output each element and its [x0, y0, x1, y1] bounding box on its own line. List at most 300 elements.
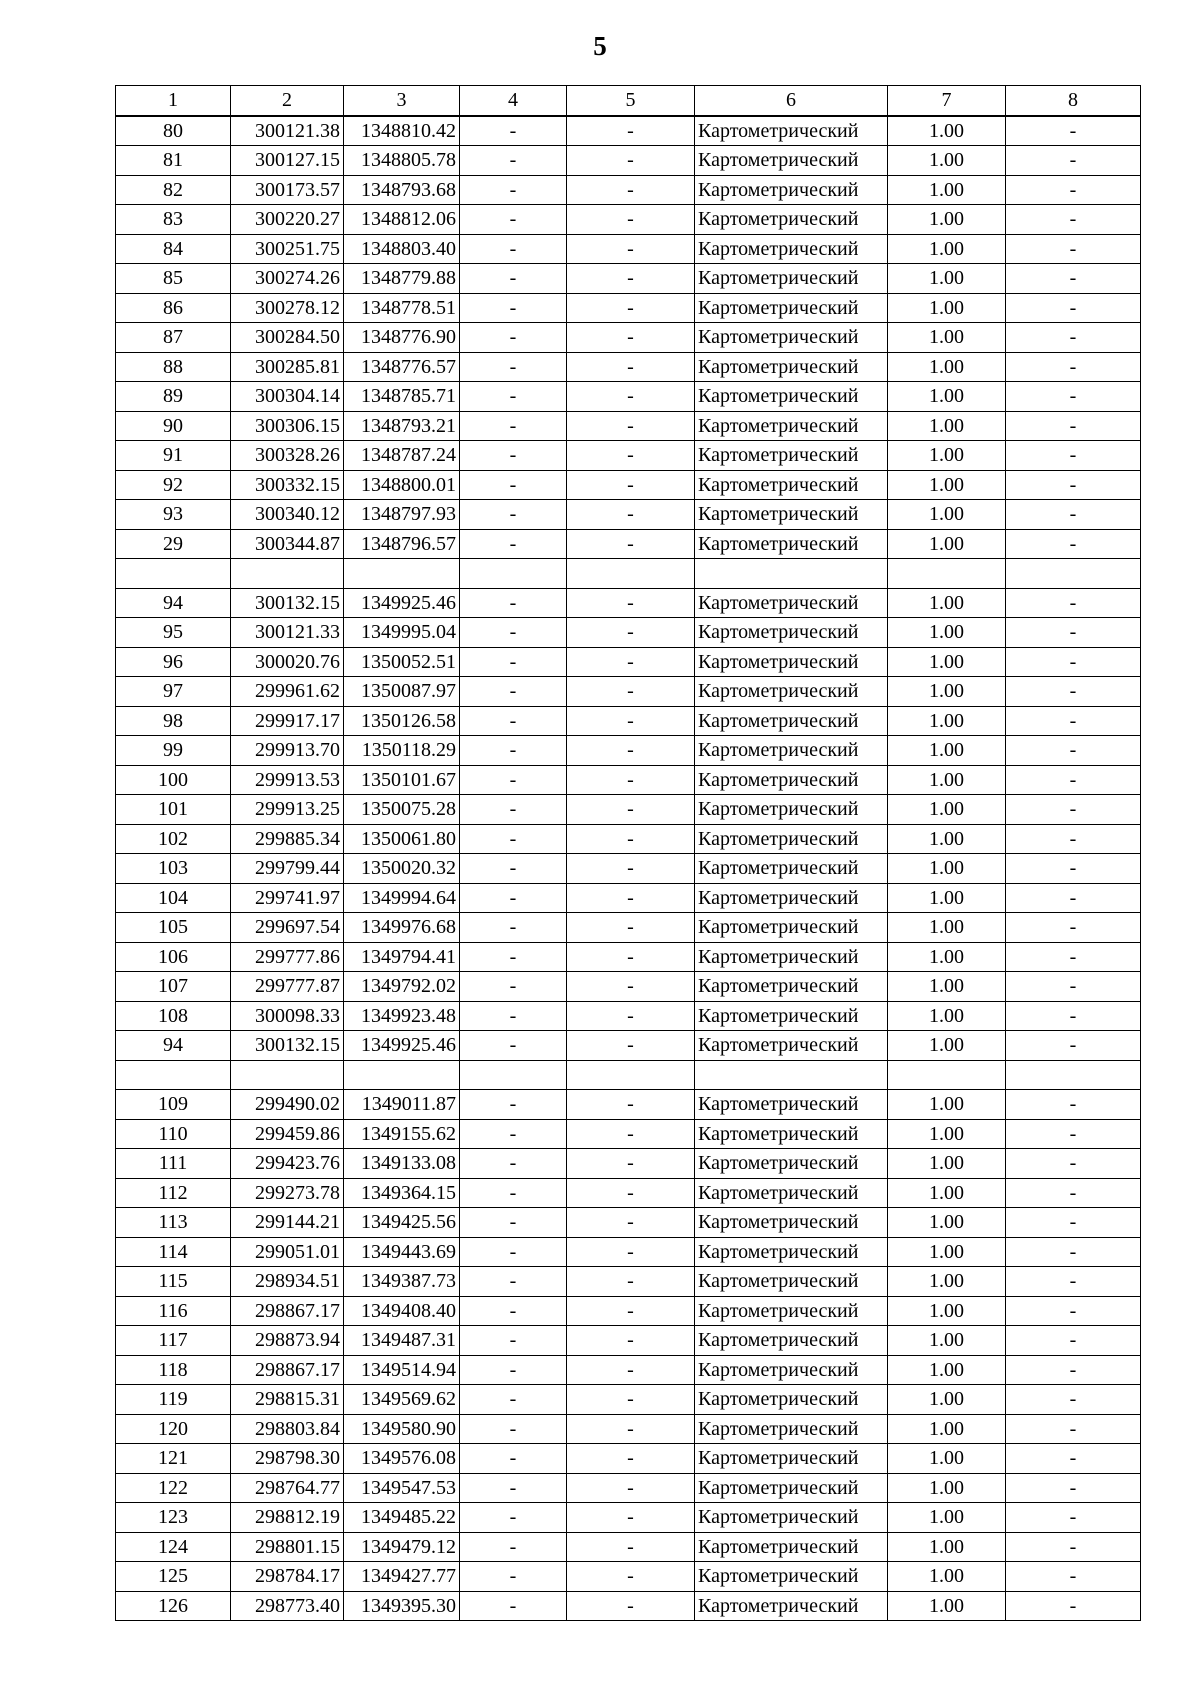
cell-point-number: 104: [116, 883, 231, 913]
cell-point-number: 97: [116, 677, 231, 707]
cell-col-8: -: [1006, 1385, 1141, 1415]
cell-col-4: -: [460, 1444, 567, 1474]
cell-accuracy: 1.00: [888, 883, 1006, 913]
cell-accuracy: 1.00: [888, 942, 1006, 972]
cell-point-number: 90: [116, 411, 231, 441]
cell-col-8: -: [1006, 1414, 1141, 1444]
cell-y-coordinate: 1348810.42: [344, 116, 460, 146]
cell-accuracy: 1.00: [888, 795, 1006, 825]
cell-accuracy: 1.00: [888, 146, 1006, 176]
cell-x-coordinate: [231, 1060, 344, 1090]
cell-x-coordinate: 299777.86: [231, 942, 344, 972]
cell-col-5: -: [567, 323, 695, 353]
cell-accuracy: 1.00: [888, 1562, 1006, 1592]
cell-x-coordinate: 300132.15: [231, 588, 344, 618]
cell-col-8: -: [1006, 1326, 1141, 1356]
cell-accuracy: 1.00: [888, 1473, 1006, 1503]
cell-col-4: -: [460, 765, 567, 795]
cell-col-4: -: [460, 234, 567, 264]
table-row: [116, 1414, 1141, 1444]
cell-method: Картометрический: [695, 411, 888, 441]
cell-accuracy: 1.00: [888, 706, 1006, 736]
cell-x-coordinate: 299697.54: [231, 913, 344, 943]
cell-col-4: -: [460, 1090, 567, 1120]
table-row: [116, 824, 1141, 854]
cell-y-coordinate: 1348793.68: [344, 175, 460, 205]
cell-col-5: -: [567, 1149, 695, 1179]
cell-x-coordinate: 299459.86: [231, 1119, 344, 1149]
cell-accuracy: 1.00: [888, 1414, 1006, 1444]
table-row: [116, 942, 1141, 972]
cell-point-number: 93: [116, 500, 231, 530]
cell-accuracy: 1.00: [888, 1208, 1006, 1238]
cell-col-8: -: [1006, 765, 1141, 795]
cell-col-4: [460, 559, 567, 589]
cell-y-coordinate: 1350126.58: [344, 706, 460, 736]
cell-col-8: -: [1006, 647, 1141, 677]
cell-col-4: -: [460, 205, 567, 235]
cell-y-coordinate: 1348803.40: [344, 234, 460, 264]
cell-accuracy: 1.00: [888, 116, 1006, 146]
cell-y-coordinate: 1348776.90: [344, 323, 460, 353]
column-header: 5: [567, 86, 695, 116]
cell-y-coordinate: 1348812.06: [344, 205, 460, 235]
cell-col-4: -: [460, 706, 567, 736]
cell-x-coordinate: 299777.87: [231, 972, 344, 1002]
cell-method: Картометрический: [695, 1503, 888, 1533]
table-row: [116, 913, 1141, 943]
cell-col-5: -: [567, 765, 695, 795]
table-row: [116, 559, 1141, 589]
cell-x-coordinate: 299913.53: [231, 765, 344, 795]
cell-col-5: -: [567, 116, 695, 146]
table-row: [116, 205, 1141, 235]
cell-col-4: -: [460, 1562, 567, 1592]
cell-y-coordinate: 1348793.21: [344, 411, 460, 441]
cell-col-5: [567, 1060, 695, 1090]
cell-accuracy: 1.00: [888, 529, 1006, 559]
cell-col-8: -: [1006, 1267, 1141, 1297]
cell-col-4: -: [460, 1414, 567, 1444]
table-row: [116, 382, 1141, 412]
cell-y-coordinate: 1348776.57: [344, 352, 460, 382]
cell-y-coordinate: 1349976.68: [344, 913, 460, 943]
cell-method: Картометрический: [695, 1562, 888, 1592]
cell-method: Картометрический: [695, 736, 888, 766]
table-row: [116, 1355, 1141, 1385]
cell-y-coordinate: 1349427.77: [344, 1562, 460, 1592]
cell-accuracy: 1.00: [888, 323, 1006, 353]
cell-col-4: -: [460, 264, 567, 294]
cell-col-8: -: [1006, 795, 1141, 825]
column-header: 3: [344, 86, 460, 116]
cell-x-coordinate: 299913.25: [231, 795, 344, 825]
cell-col-4: -: [460, 618, 567, 648]
cell-accuracy: 1.00: [888, 175, 1006, 205]
cell-point-number: 85: [116, 264, 231, 294]
cell-point-number: [116, 559, 231, 589]
cell-y-coordinate: 1349995.04: [344, 618, 460, 648]
cell-accuracy: 1.00: [888, 1296, 1006, 1326]
cell-point-number: 112: [116, 1178, 231, 1208]
table-row: [116, 1267, 1141, 1297]
cell-y-coordinate: 1349514.94: [344, 1355, 460, 1385]
cell-point-number: 89: [116, 382, 231, 412]
cell-col-4: -: [460, 116, 567, 146]
cell-col-8: -: [1006, 500, 1141, 530]
table-row: [116, 618, 1141, 648]
cell-accuracy: 1.00: [888, 411, 1006, 441]
cell-point-number: 92: [116, 470, 231, 500]
cell-method: Картометрический: [695, 1414, 888, 1444]
table-row: [116, 1060, 1141, 1090]
cell-point-number: 119: [116, 1385, 231, 1415]
cell-point-number: 29: [116, 529, 231, 559]
cell-x-coordinate: 300121.33: [231, 618, 344, 648]
cell-method: Картометрический: [695, 1532, 888, 1562]
cell-x-coordinate: 300284.50: [231, 323, 344, 353]
cell-method: Картометрический: [695, 942, 888, 972]
cell-col-8: -: [1006, 529, 1141, 559]
cell-accuracy: 1.00: [888, 588, 1006, 618]
cell-col-4: -: [460, 677, 567, 707]
cell-x-coordinate: 300274.26: [231, 264, 344, 294]
cell-x-coordinate: 299423.76: [231, 1149, 344, 1179]
cell-y-coordinate: [344, 1060, 460, 1090]
cell-col-4: -: [460, 1503, 567, 1533]
cell-col-4: -: [460, 1267, 567, 1297]
cell-col-4: -: [460, 913, 567, 943]
cell-col-4: -: [460, 1473, 567, 1503]
cell-col-4: -: [460, 441, 567, 471]
cell-accuracy: 1.00: [888, 1119, 1006, 1149]
table-row: [116, 146, 1141, 176]
cell-y-coordinate: 1349155.62: [344, 1119, 460, 1149]
cell-x-coordinate: 299799.44: [231, 854, 344, 884]
table-row: [116, 1208, 1141, 1238]
cell-col-8: -: [1006, 1178, 1141, 1208]
table-row: [116, 1503, 1141, 1533]
cell-y-coordinate: 1349794.41: [344, 942, 460, 972]
cell-x-coordinate: 300328.26: [231, 441, 344, 471]
cell-col-4: -: [460, 470, 567, 500]
cell-y-coordinate: 1348785.71: [344, 382, 460, 412]
cell-accuracy: 1.00: [888, 1532, 1006, 1562]
table-row: [116, 1178, 1141, 1208]
cell-col-5: -: [567, 1267, 695, 1297]
cell-point-number: 125: [116, 1562, 231, 1592]
table-row: [116, 175, 1141, 205]
cell-col-8: -: [1006, 175, 1141, 205]
cell-method: Картометрический: [695, 854, 888, 884]
cell-accuracy: 1.00: [888, 264, 1006, 294]
cell-col-5: -: [567, 618, 695, 648]
cell-accuracy: 1.00: [888, 1090, 1006, 1120]
cell-method: Картометрический: [695, 677, 888, 707]
cell-y-coordinate: 1348779.88: [344, 264, 460, 294]
cell-col-8: -: [1006, 1090, 1141, 1120]
cell-y-coordinate: 1350087.97: [344, 677, 460, 707]
cell-col-8: -: [1006, 824, 1141, 854]
cell-method: Картометрический: [695, 146, 888, 176]
cell-x-coordinate: 300132.15: [231, 1031, 344, 1061]
cell-point-number: 111: [116, 1149, 231, 1179]
cell-x-coordinate: 300173.57: [231, 175, 344, 205]
cell-col-4: -: [460, 824, 567, 854]
cell-x-coordinate: 298801.15: [231, 1532, 344, 1562]
cell-col-8: -: [1006, 854, 1141, 884]
cell-accuracy: 1.00: [888, 382, 1006, 412]
cell-method: Картометрический: [695, 1326, 888, 1356]
cell-point-number: 86: [116, 293, 231, 323]
table-row: [116, 677, 1141, 707]
cell-accuracy: 1.00: [888, 1178, 1006, 1208]
cell-col-4: -: [460, 382, 567, 412]
cell-x-coordinate: 298934.51: [231, 1267, 344, 1297]
cell-col-5: -: [567, 441, 695, 471]
cell-col-5: -: [567, 1414, 695, 1444]
cell-col-8: -: [1006, 677, 1141, 707]
cell-y-coordinate: 1348800.01: [344, 470, 460, 500]
cell-x-coordinate: 300285.81: [231, 352, 344, 382]
cell-col-5: -: [567, 1178, 695, 1208]
cell-point-number: [116, 1060, 231, 1090]
cell-y-coordinate: 1348787.24: [344, 441, 460, 471]
table-row: [116, 1090, 1141, 1120]
cell-x-coordinate: 300306.15: [231, 411, 344, 441]
cell-y-coordinate: 1349425.56: [344, 1208, 460, 1238]
cell-accuracy: 1.00: [888, 765, 1006, 795]
cell-method: Картометрический: [695, 1178, 888, 1208]
cell-point-number: 106: [116, 942, 231, 972]
table-row: [116, 1591, 1141, 1621]
page-number: 5: [593, 31, 607, 61]
cell-col-4: -: [460, 647, 567, 677]
cell-col-5: -: [567, 942, 695, 972]
cell-y-coordinate: 1349133.08: [344, 1149, 460, 1179]
cell-col-5: -: [567, 972, 695, 1002]
table-row: [116, 441, 1141, 471]
cell-method: Картометрический: [695, 1119, 888, 1149]
cell-accuracy: [888, 1060, 1006, 1090]
cell-y-coordinate: 1349925.46: [344, 1031, 460, 1061]
table-row: [116, 883, 1141, 913]
cell-accuracy: 1.00: [888, 205, 1006, 235]
cell-y-coordinate: 1349576.08: [344, 1444, 460, 1474]
cell-col-8: -: [1006, 972, 1141, 1002]
cell-accuracy: 1.00: [888, 1267, 1006, 1297]
cell-col-8: -: [1006, 706, 1141, 736]
cell-y-coordinate: 1350061.80: [344, 824, 460, 854]
table-row: [116, 1562, 1141, 1592]
cell-col-4: -: [460, 352, 567, 382]
cell-col-5: -: [567, 411, 695, 441]
cell-point-number: 88: [116, 352, 231, 382]
coordinates-table: [115, 85, 1141, 1621]
cell-col-8: -: [1006, 1562, 1141, 1592]
cell-point-number: 120: [116, 1414, 231, 1444]
cell-col-8: -: [1006, 323, 1141, 353]
cell-point-number: 98: [116, 706, 231, 736]
cell-col-5: -: [567, 1090, 695, 1120]
cell-method: Картометрический: [695, 1591, 888, 1621]
cell-col-5: -: [567, 352, 695, 382]
cell-col-8: -: [1006, 352, 1141, 382]
cell-y-coordinate: 1349569.62: [344, 1385, 460, 1415]
column-header: 4: [460, 86, 567, 116]
cell-accuracy: 1.00: [888, 1385, 1006, 1415]
column-header: 7: [888, 86, 1006, 116]
cell-col-4: -: [460, 795, 567, 825]
cell-accuracy: 1.00: [888, 618, 1006, 648]
cell-col-8: -: [1006, 441, 1141, 471]
cell-point-number: 109: [116, 1090, 231, 1120]
cell-point-number: 110: [116, 1119, 231, 1149]
cell-method: Картометрический: [695, 500, 888, 530]
cell-x-coordinate: 300332.15: [231, 470, 344, 500]
cell-x-coordinate: [231, 559, 344, 589]
cell-x-coordinate: 298773.40: [231, 1591, 344, 1621]
table-row: [116, 1385, 1141, 1415]
table-row: [116, 706, 1141, 736]
cell-y-coordinate: 1348805.78: [344, 146, 460, 176]
cell-col-8: -: [1006, 736, 1141, 766]
cell-point-number: 81: [116, 146, 231, 176]
cell-point-number: 96: [116, 647, 231, 677]
cell-x-coordinate: 298764.77: [231, 1473, 344, 1503]
cell-col-5: -: [567, 1532, 695, 1562]
cell-col-8: -: [1006, 116, 1141, 146]
cell-col-8: -: [1006, 1532, 1141, 1562]
cell-accuracy: 1.00: [888, 441, 1006, 471]
cell-method: Картометрический: [695, 795, 888, 825]
cell-point-number: 94: [116, 1031, 231, 1061]
cell-point-number: 101: [116, 795, 231, 825]
cell-col-4: -: [460, 1178, 567, 1208]
cell-point-number: 122: [116, 1473, 231, 1503]
cell-col-8: -: [1006, 205, 1141, 235]
cell-method: Картометрический: [695, 1296, 888, 1326]
cell-x-coordinate: 298798.30: [231, 1444, 344, 1474]
cell-x-coordinate: 300098.33: [231, 1001, 344, 1031]
cell-point-number: 115: [116, 1267, 231, 1297]
cell-col-4: -: [460, 1031, 567, 1061]
cell-y-coordinate: 1349387.73: [344, 1267, 460, 1297]
cell-y-coordinate: 1349923.48: [344, 1001, 460, 1031]
cell-method: Картометрический: [695, 441, 888, 471]
cell-col-8: -: [1006, 470, 1141, 500]
cell-col-4: -: [460, 1149, 567, 1179]
table-row: [116, 234, 1141, 264]
cell-method: Картометрический: [695, 323, 888, 353]
cell-y-coordinate: 1349443.69: [344, 1237, 460, 1267]
cell-point-number: 108: [116, 1001, 231, 1031]
cell-col-5: -: [567, 1562, 695, 1592]
cell-col-5: -: [567, 264, 695, 294]
cell-y-coordinate: [344, 559, 460, 589]
cell-col-5: -: [567, 1503, 695, 1533]
cell-col-4: -: [460, 529, 567, 559]
cell-accuracy: 1.00: [888, 647, 1006, 677]
cell-accuracy: 1.00: [888, 1591, 1006, 1621]
table-row: [116, 1031, 1141, 1061]
cell-col-5: -: [567, 1355, 695, 1385]
cell-accuracy: 1.00: [888, 470, 1006, 500]
cell-method: Картометрический: [695, 1001, 888, 1031]
table-row: [116, 1532, 1141, 1562]
cell-point-number: 113: [116, 1208, 231, 1238]
table-row: [116, 972, 1141, 1002]
cell-col-4: -: [460, 1591, 567, 1621]
table-row: [116, 1149, 1141, 1179]
cell-col-4: -: [460, 736, 567, 766]
cell-method: Картометрический: [695, 1090, 888, 1120]
cell-x-coordinate: 299917.17: [231, 706, 344, 736]
cell-accuracy: 1.00: [888, 1149, 1006, 1179]
cell-accuracy: 1.00: [888, 677, 1006, 707]
cell-y-coordinate: 1349547.53: [344, 1473, 460, 1503]
cell-col-8: [1006, 1060, 1141, 1090]
cell-point-number: 118: [116, 1355, 231, 1385]
cell-col-4: -: [460, 1355, 567, 1385]
cell-col-5: -: [567, 1591, 695, 1621]
cell-col-8: -: [1006, 146, 1141, 176]
cell-y-coordinate: 1349792.02: [344, 972, 460, 1002]
cell-accuracy: [888, 559, 1006, 589]
cell-point-number: 116: [116, 1296, 231, 1326]
table-row: [116, 795, 1141, 825]
cell-method: [695, 1060, 888, 1090]
cell-x-coordinate: 298867.17: [231, 1296, 344, 1326]
cell-method: Картометрический: [695, 706, 888, 736]
cell-col-8: -: [1006, 411, 1141, 441]
cell-point-number: 117: [116, 1326, 231, 1356]
cell-accuracy: 1.00: [888, 500, 1006, 530]
cell-point-number: 99: [116, 736, 231, 766]
cell-accuracy: 1.00: [888, 1326, 1006, 1356]
cell-point-number: 87: [116, 323, 231, 353]
table-row: [116, 1444, 1141, 1474]
cell-y-coordinate: 1349408.40: [344, 1296, 460, 1326]
cell-col-5: -: [567, 529, 695, 559]
cell-method: Картометрический: [695, 647, 888, 677]
table-row: [116, 116, 1141, 146]
cell-accuracy: 1.00: [888, 293, 1006, 323]
cell-method: Картометрический: [695, 264, 888, 294]
cell-y-coordinate: 1349485.22: [344, 1503, 460, 1533]
column-header: 8: [1006, 86, 1141, 116]
cell-col-5: -: [567, 913, 695, 943]
cell-col-4: -: [460, 175, 567, 205]
cell-y-coordinate: 1348796.57: [344, 529, 460, 559]
cell-col-4: -: [460, 323, 567, 353]
cell-x-coordinate: 299051.01: [231, 1237, 344, 1267]
cell-col-8: -: [1006, 293, 1141, 323]
cell-col-4: -: [460, 942, 567, 972]
cell-y-coordinate: 1349395.30: [344, 1591, 460, 1621]
cell-col-8: -: [1006, 883, 1141, 913]
cell-x-coordinate: 300278.12: [231, 293, 344, 323]
cell-x-coordinate: 298815.31: [231, 1385, 344, 1415]
cell-col-5: -: [567, 647, 695, 677]
cell-accuracy: 1.00: [888, 824, 1006, 854]
cell-point-number: 83: [116, 205, 231, 235]
cell-col-4: -: [460, 500, 567, 530]
table-row: [116, 736, 1141, 766]
table-body: [116, 116, 1141, 1621]
cell-y-coordinate: 1349011.87: [344, 1090, 460, 1120]
cell-x-coordinate: 299741.97: [231, 883, 344, 913]
